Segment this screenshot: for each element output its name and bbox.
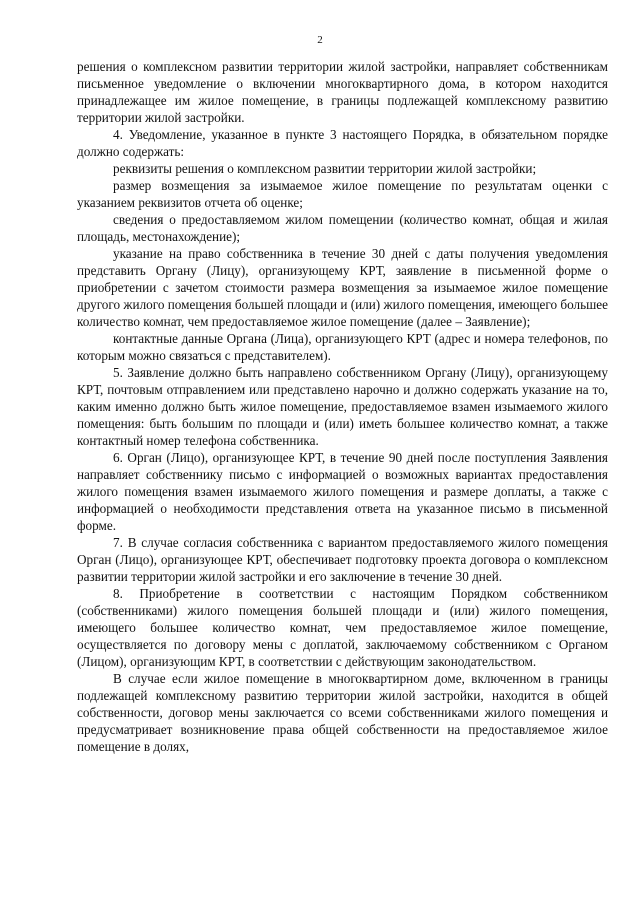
paragraph-owner-right: указание на право собственника в течение 30 дней с даты получения уведомления представить Органу (Лицу), организующему КРТ, заявление в письменной форме о приобретении с зачетом стоимости размера возмещения за изымаемое жилое помещение другого жилого помещения большей площади и (или) жилого помещения, имеющего большее количество комнат, чем предоставляемое жилое помещение (далее – Заявление); — [77, 246, 608, 329]
paragraph-requisites: реквизиты решения о комплексном развитии территории жилой застройки; — [113, 161, 537, 176]
paragraph-contacts: контактные данные Органа (Лица), организующего КРТ (адрес и номера телефонов, по которым можно связаться с представителем). — [77, 331, 608, 363]
paragraph-compensation: размер возмещения за изымаемое жилое помещение по результатам оценки с указанием реквизитов отчета об оценке; — [77, 178, 608, 210]
paragraph-item-8: 8. Приобретение в соответствии с настоящим Порядком собственником (собственниками) жилого помещения большей площади и (или) жилого помещения, имеющего большее количество комнат, чем предоставляемое жилое помещение, осуществляется по договору мены с доплатой, заключаемому собственником с Органом (Лицом), организующим КРТ, в соответствии с действующим законодательством. — [77, 586, 608, 669]
paragraph-housing-info: сведения о предоставляемом жилом помещении (количество комнат, общая и жилая площадь, местонахождение); — [77, 212, 608, 244]
paragraph-item-6: 6. Орган (Лицо), организующее КРТ, в течение 90 дней после поступления Заявления направляет собственнику письмо с информацией о возможных вариантах предоставления жилого помещения взамен изымаемого жилого помещения и размере доплаты, а также с информацией о необходимости представления ответа на указанное письмо в письменной форме. — [77, 450, 608, 533]
paragraph-item-7: 7. В случае согласия собственника с вариантом предоставляемого жилого помещения Орган (Лицо), организующее КРТ, обеспечивает подготовку проекта договора о комплексном развитии территории жилой застройки и его заключение в течение 30 дней. — [77, 535, 608, 584]
paragraph-item-4: 4. Уведомление, указанное в пункте 3 настоящего Порядка, в обязательном порядке должно содержать: — [77, 127, 608, 159]
paragraph-common-ownership: В случае если жилое помещение в многоквартирном доме, включенном в границы подлежащей комплексному развитию территории жилой застройки, находится в общей собственности, договор мены заключается со всеми собственниками жилого помещения и предусматривает возникновение права общей собственности на предоставляемое жилое помещение в долях, — [77, 671, 608, 754]
paragraph-item-5: 5. Заявление должно быть направлено собственником Органу (Лицу), организующему КРТ, почтовым отправлением или представлено нарочно и должно содержать указание на то, каким именно должно быть жилое помещение, предоставляемое взамен изымаемого жилого помещения: быть большим по площади и (или) иметь большее количество комнат, а также контактный номер телефона собственника. — [77, 365, 608, 448]
page-number: 2 — [317, 34, 323, 46]
document-body — [77, 58, 608, 755]
paragraph-continuation: решения о комплексном развитии территории жилой застройки, направляет собственникам письменное уведомление о включении многоквартирного дома, в котором находится принадлежащее им жилое помещение, в границы подлежащей комплексному развитию территории жилой застройки. — [77, 59, 608, 125]
